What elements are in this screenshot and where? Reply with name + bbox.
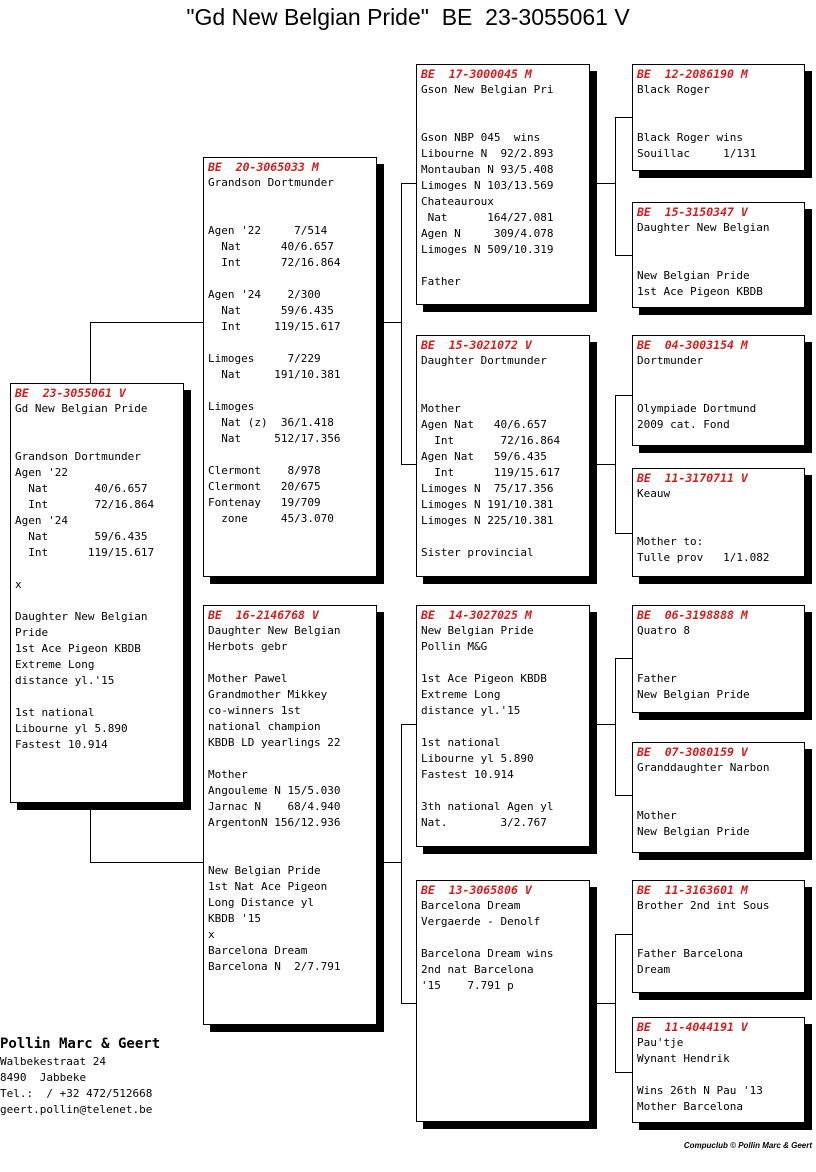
connector-line	[590, 183, 615, 184]
pigeon-info-line: Fontenay 19/709	[208, 496, 321, 509]
connector-line	[377, 322, 401, 323]
pigeon-info-line	[637, 1067, 800, 1083]
pigeon-info-line: Nat 59/6.435	[208, 304, 334, 317]
pigeon-info-line	[637, 502, 800, 518]
pigeon-info-line: Int 119/15.617	[421, 466, 561, 479]
ring-number: BE 15-3021072 V	[421, 338, 532, 352]
pigeon-card-dam[interactable]	[203, 605, 377, 1025]
copyright-note: Compuclub © Pollin Marc & Geert	[683, 1141, 812, 1150]
pigeon-card-ddd[interactable]	[632, 1017, 805, 1123]
pigeon-info-line: ArgentonN 156/12.936	[208, 816, 341, 829]
pigeon-info-line: co-winners 1st	[208, 704, 301, 717]
pigeon-info-line: Souillac 1/131	[637, 147, 757, 160]
pigeon-card-sire-dam[interactable]	[416, 335, 590, 577]
connector-line	[401, 1003, 417, 1004]
pigeon-info-line: Tulle prov 1/1.082	[637, 551, 770, 564]
connector-line	[615, 395, 616, 533]
pigeon-info-line: Int 119/15.617	[15, 546, 155, 559]
pigeon-info-line: 3th national Agen yl	[421, 800, 554, 813]
pigeon-info-line	[208, 271, 372, 287]
ring-number: BE 17-3000045 M	[421, 67, 532, 81]
pigeon-info-line: Gson New Belgian Pri	[421, 83, 554, 96]
connector-line	[90, 862, 204, 863]
pigeon-info-line: Quatro 8	[637, 624, 690, 637]
pigeon-card-dds[interactable]	[632, 880, 805, 993]
pigeon-info-line: Brother 2nd int Sous	[637, 899, 770, 912]
pigeon-info-line	[421, 783, 585, 799]
connector-line	[615, 533, 633, 534]
pigeon-info-line: 1st national	[15, 706, 95, 719]
ring-number: BE 14-3027025 M	[421, 608, 532, 622]
pigeon-info-line: Black Roger	[637, 83, 710, 96]
pigeon-info-line: 1st national	[421, 736, 501, 749]
page-title: "Gd New Belgian Pride" BE 23-3055061 V	[186, 4, 630, 30]
pigeon-info-line: Int 72/16.864	[421, 434, 561, 447]
pigeon-info-line	[208, 335, 372, 351]
pigeon-info-line: Limoges	[208, 400, 255, 413]
connector-line	[615, 395, 633, 396]
pigeon-info-line: Daughter New Belgian	[15, 610, 148, 623]
connector-line	[90, 322, 91, 384]
pigeon-info-line: Daughter Dortmunder	[421, 354, 547, 367]
pigeon-card-dam-dam[interactable]	[416, 880, 590, 1122]
ring-number: BE 20-3065033 M	[208, 160, 319, 174]
connector-line	[590, 1003, 615, 1004]
pigeon-info-line: Int 119/15.617	[208, 320, 341, 333]
pigeon-info-line: Limoges N 191/10.381	[421, 498, 554, 511]
pigeon-info-line	[421, 369, 585, 385]
pigeon-info-line	[15, 561, 179, 577]
pigeon-info-line: Gd New Belgian Pride	[15, 402, 148, 415]
pigeon-info-line: Agen '24 2/300	[208, 288, 321, 301]
pigeon-info-line: Dortmunder	[637, 354, 704, 367]
pigeon-info-line	[421, 258, 585, 274]
pigeon-info-line: Nat 164/27.081	[421, 211, 554, 224]
ring-number: BE 23-3055061 V	[15, 386, 126, 400]
pigeon-info-line: Long Distance yl	[208, 896, 314, 909]
connector-line	[401, 724, 402, 1003]
pigeon-info-line: Jarnac N 68/4.940	[208, 800, 341, 813]
pigeon-info-line: Barcelona Dream	[208, 944, 308, 957]
pigeon-info-line	[208, 383, 372, 399]
pigeon-info-line: Daughter New Belgian	[208, 624, 341, 637]
pigeon-info-line	[421, 719, 585, 735]
pigeon-info-line: Extreme Long	[421, 688, 501, 701]
pigeon-info-line: Mother to:	[637, 535, 704, 548]
ring-number: BE 11-3163601 M	[637, 883, 748, 897]
pigeon-info-line	[208, 191, 372, 207]
pigeon-info-line: Limoges N 103/13.569	[421, 179, 554, 192]
pigeon-info-line	[208, 751, 372, 767]
pigeon-info-line: Nat 59/6.435	[15, 530, 148, 543]
pigeon-info-line: Agen '24	[15, 514, 68, 527]
pigeon-info-line: Agen '22 7/514	[208, 224, 328, 237]
pigeon-info-line: Montauban N 93/5.408	[421, 163, 554, 176]
pigeon-info-line: Mother Pawel	[208, 672, 288, 685]
pigeon-info-line	[208, 831, 372, 847]
connector-line	[401, 183, 417, 184]
pigeon-info-line: Wynant Hendrik	[637, 1052, 730, 1065]
pigeon-info-line: x	[208, 928, 215, 941]
ring-number: BE 07-3080159 V	[637, 745, 748, 759]
pigeon-info-line: Agen Nat 40/6.657	[421, 418, 547, 431]
pigeon-info-line	[637, 655, 800, 671]
pigeon-card-subject[interactable]	[10, 383, 184, 803]
ring-number: BE 13-3065806 V	[421, 883, 532, 897]
pigeon-info-line: Agen Nat 59/6.435	[421, 450, 547, 463]
pigeon-card-dsd[interactable]	[632, 742, 805, 853]
pigeon-info-line	[637, 385, 800, 401]
pigeon-card-sds[interactable]	[632, 335, 805, 446]
pigeon-info-line: zone 45/3.070	[208, 512, 334, 525]
pigeon-card-dam-sire[interactable]	[416, 605, 590, 847]
pigeon-info-line	[637, 914, 800, 930]
pigeon-info-line: Keauw	[637, 487, 671, 500]
pigeon-info-line	[208, 207, 372, 223]
pigeon-info-line: Grandson Dortmunder	[15, 450, 141, 463]
pigeon-info-line: Father	[637, 672, 677, 685]
pigeon-card-sdd[interactable]	[632, 468, 805, 577]
connector-line	[590, 724, 615, 725]
pigeon-info-line: Int 72/16.864	[15, 498, 155, 511]
pigeon-info-line: Mother Barcelona	[637, 1100, 743, 1113]
pigeon-info-line: Wins 26th N Pau '13	[637, 1084, 763, 1097]
connector-line	[615, 934, 633, 935]
pigeon-info-line: Mother	[208, 768, 248, 781]
pigeon-info-line: KBDB '15	[208, 912, 261, 925]
pigeon-info-line	[208, 447, 372, 463]
pigeon-card-ssd[interactable]	[632, 202, 805, 308]
pigeon-info-line: 1st Ace Pigeon KBDB	[15, 642, 141, 655]
connector-line	[615, 934, 616, 1072]
pigeon-info-line	[421, 385, 585, 401]
pigeon-info-line: Mother	[637, 809, 677, 822]
pigeon-info-line: Dream	[637, 963, 671, 976]
pigeon-info-line	[637, 930, 800, 946]
pigeon-info-line: Gson NBP 045 wins	[421, 131, 541, 144]
pigeon-info-line: Clermont 8/978	[208, 464, 321, 477]
pigeon-info-line: Fastest 10.914	[15, 738, 108, 751]
pigeon-info-line: x	[15, 578, 22, 591]
pigeon-info-line: Libourne N 92/2.893	[421, 147, 554, 160]
ring-number: BE 06-3198888 M	[637, 608, 748, 622]
pigeon-info-line: Daughter New Belgian	[637, 221, 770, 234]
pigeon-info-line	[15, 689, 179, 705]
pigeon-info-line: Limoges N 509/10.319	[421, 243, 554, 256]
pigeon-info-line	[421, 529, 585, 545]
pigeon-info-line: Grandmother Mikkey	[208, 688, 328, 701]
connector-line	[401, 464, 417, 465]
pigeon-info-line: Nat. 3/2.767	[421, 816, 547, 829]
connector-line	[401, 183, 402, 464]
owner-email[interactable]: geert.pollin@telenet.be	[0, 1103, 153, 1116]
pigeon-info-line: 1st Nat Ace Pigeon	[208, 880, 328, 893]
pigeon-info-line: Pollin M&G	[421, 640, 488, 653]
ring-number: BE 12-2086190 M	[637, 67, 748, 81]
pigeon-info-line: Father	[421, 275, 461, 288]
pigeon-info-line	[421, 98, 585, 114]
pigeon-info-line: New Belgian Pride	[208, 864, 321, 877]
pigeon-info-line: Herbots gebr	[208, 640, 288, 653]
pigeon-info-line	[421, 930, 585, 946]
pigeon-info-line	[421, 114, 585, 130]
ring-number: BE 15-3150347 V	[637, 205, 748, 219]
pigeon-info-line: Limoges N 225/10.381	[421, 514, 554, 527]
pigeon-card-dss[interactable]	[632, 605, 805, 713]
pigeon-info-line: Chateauroux	[421, 195, 494, 208]
pigeon-info-line: Angouleme N 15/5.030	[208, 784, 341, 797]
pigeon-card-sire[interactable]	[203, 157, 377, 577]
owner-name: Pollin Marc & Geert	[0, 1036, 161, 1052]
pigeon-info-line: Sister provincial	[421, 546, 534, 559]
pigeon-info-line: 1st Ace Pigeon KBDB	[637, 285, 763, 298]
ring-number: BE 11-3170711 V	[637, 471, 748, 485]
owner-address-line: Walbekestraat 24	[0, 1055, 106, 1068]
pigeon-info-line	[637, 776, 800, 792]
pigeon-info-line: Nat (z) 36/1.418	[208, 416, 334, 429]
pigeon-info-line: Barcelona Dream	[421, 899, 521, 912]
pigeon-info-line	[208, 655, 372, 671]
ring-number: BE 16-2146768 V	[208, 608, 319, 622]
connector-line	[615, 1072, 633, 1073]
pigeon-info-line: national champion	[208, 720, 321, 733]
pigeon-info-line: Nat 191/10.381	[208, 368, 341, 381]
pigeon-info-line: Grandson Dortmunder	[208, 176, 334, 189]
pigeon-info-line: Barcelona Dream wins	[421, 947, 554, 960]
connector-line	[377, 862, 401, 863]
connector-line	[615, 795, 633, 796]
pigeon-info-line: Nat 40/6.657	[208, 240, 334, 253]
pigeon-info-line: Libourne yl 5.890	[421, 752, 534, 765]
pigeon-info-line	[637, 518, 800, 534]
owner-address-line: 8490 Jabbeke	[0, 1071, 87, 1084]
pigeon-info-line	[637, 792, 800, 808]
pigeon-info-line: Father Barcelona	[637, 947, 743, 960]
connector-line	[90, 802, 91, 862]
pigeon-info-line: 2009 cat. Fond	[637, 418, 730, 431]
pigeon-card-sire-sire[interactable]	[416, 64, 590, 305]
pigeon-info-line: Int 72/16.864	[208, 256, 341, 269]
pigeon-info-line	[15, 593, 179, 609]
pigeon-info-line: Vergaerde - Denolf	[421, 915, 541, 928]
pigeon-info-line	[15, 417, 179, 433]
ring-number: BE 04-3003154 M	[637, 338, 748, 352]
pigeon-info-line: Agen '22	[15, 466, 68, 479]
pigeon-info-line: 1st Ace Pigeon KBDB	[421, 672, 547, 685]
connector-line	[615, 658, 633, 659]
pigeon-info-line: Fastest 10.914	[421, 768, 514, 781]
pigeon-info-line	[637, 369, 800, 385]
pigeon-info-line: Black Roger wins	[637, 131, 743, 144]
connector-line	[615, 117, 633, 118]
pigeon-info-line	[637, 114, 800, 130]
pigeon-info-line: Barcelona N 2/7.791	[208, 960, 341, 973]
pigeon-info-line	[637, 639, 800, 655]
pigeon-info-line: '15 7.791 p	[421, 979, 514, 992]
pigeon-info-line: New Belgian Pride	[637, 688, 750, 701]
pigeon-info-line: distance yl.'15	[421, 704, 521, 717]
pigeon-card-sss[interactable]	[632, 64, 805, 171]
connector-line	[615, 117, 616, 255]
connector-line	[590, 464, 615, 465]
pigeon-info-line: Clermont 20/675	[208, 480, 321, 493]
pigeon-info-line: Extreme Long	[15, 658, 95, 671]
pigeon-info-line	[421, 655, 585, 671]
pigeon-info-line: KBDB LD yearlings 22	[208, 736, 341, 749]
pigeon-info-line: Limoges 7/229	[208, 352, 321, 365]
connector-line	[615, 658, 616, 795]
connector-line	[90, 322, 204, 323]
pigeon-info-line	[637, 252, 800, 268]
pigeon-info-line: New Belgian Pride	[637, 269, 750, 282]
pigeon-info-line: Pau'tje	[637, 1036, 684, 1049]
owner-phone: Tel.: / +32 472/512668	[0, 1087, 153, 1100]
pigeon-info-line	[15, 433, 179, 449]
pigeon-info-line: Mother	[421, 402, 461, 415]
connector-line	[615, 255, 633, 256]
pigeon-info-line: Nat 512/17.356	[208, 432, 341, 445]
pigeon-info-line: New Belgian Pride	[421, 624, 534, 637]
pigeon-info-line: Granddaughter Narbon	[637, 761, 770, 774]
pigeon-info-line: Olympiade Dortmund	[637, 402, 757, 415]
pigeon-info-line: 2nd nat Barcelona	[421, 963, 534, 976]
pigeon-info-line	[637, 98, 800, 114]
ring-number: BE 11-4044191 V	[637, 1020, 748, 1034]
connector-line	[401, 724, 417, 725]
pigeon-info-line: New Belgian Pride	[637, 825, 750, 838]
pigeon-info-line: Limoges N 75/17.356	[421, 482, 554, 495]
pigeon-info-line	[637, 236, 800, 252]
pigeon-info-line	[208, 847, 372, 863]
pigeon-info-line: Nat 40/6.657	[15, 482, 148, 495]
pigeon-info-line: Pride	[15, 626, 49, 639]
owner-block	[0, 1034, 160, 1118]
pigeon-info-line: distance yl.'15	[15, 674, 115, 687]
pigeon-info-line: Libourne yl 5.890	[15, 722, 128, 735]
pigeon-info-line: Agen N 309/4.078	[421, 227, 554, 240]
